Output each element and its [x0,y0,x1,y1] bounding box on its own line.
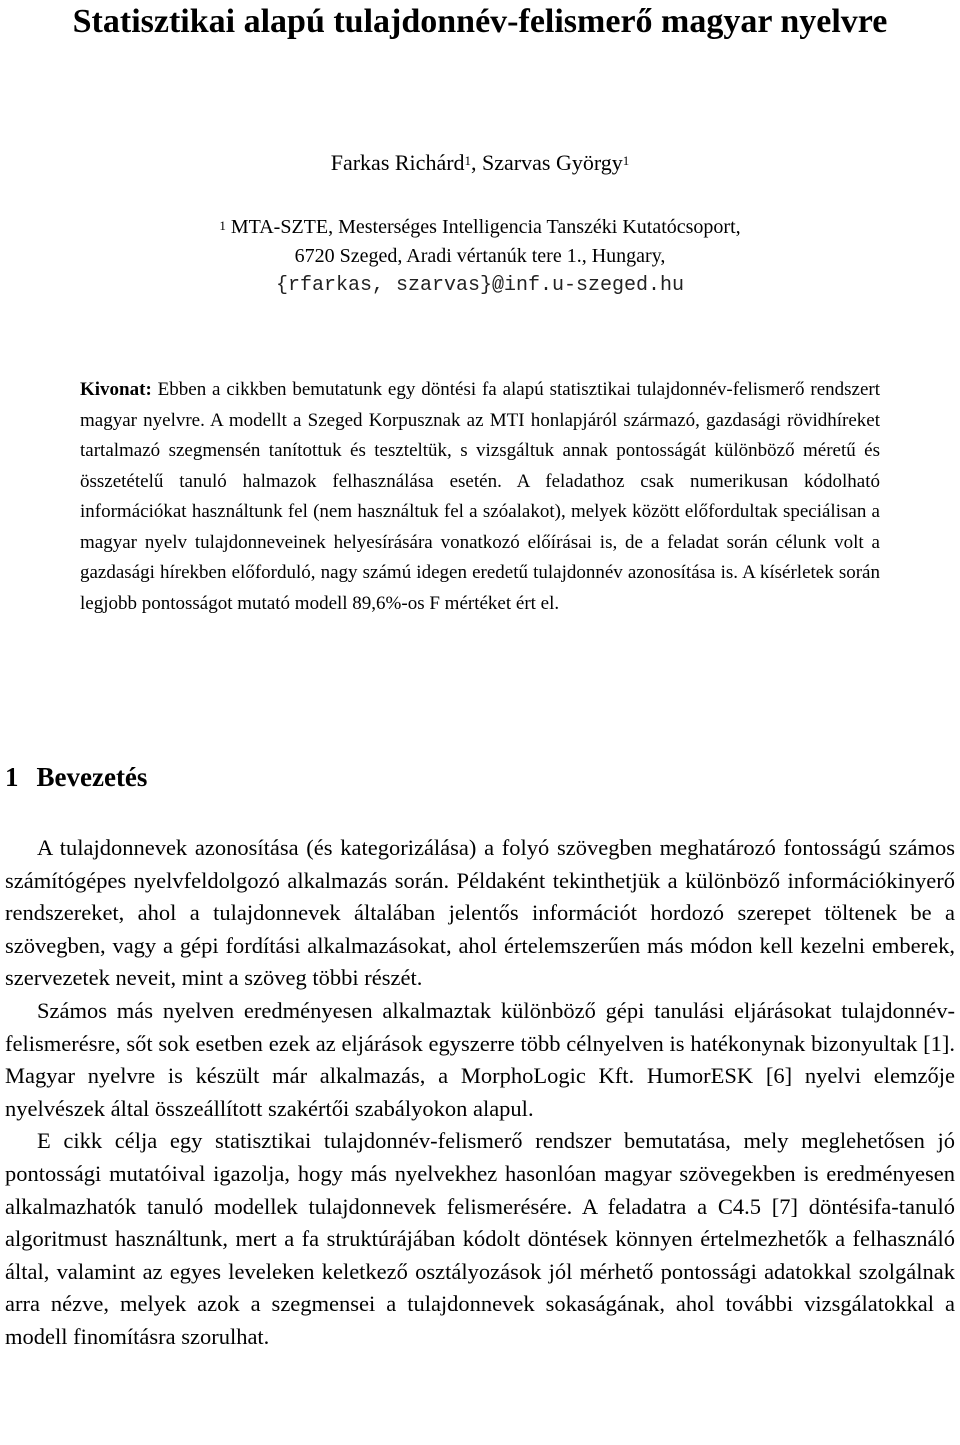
section-heading [5,758,147,796]
body-paragraph: A tulajdonnevek azonosítása (és kategorizálása) a folyó szövegben meghatározó fontosságú számos számítógépes nyelvfeldolgozó alkalmazás során. Példaként tekinthetjük a különböző információkinyerő rendszereket, ahol a tulajdonnevek általában jelentős információt hordozó szerepet töltenek be a szövegben, vagy a gépi fordítási alkalmazásokat, ahol értelemszerűen más módon kell kezelni emberek, szervezetek neveit, mint a szöveg többi részét. [5,835,955,991]
affiliation-block [0,213,960,300]
body-paragraph: E cikk célja egy statisztikai tulajdonnév-felismerő rendszer bemutatása, mely meglehetősen jó pontossági mutatóival igazolja, hogy más nyelvekhez hasonlóan magyar szövegekben is eredményesen alkalmazhatók tanuló modellek tulajdonnevek felismerésére. A feladatra a C4.5 [7] döntésifa-tanuló algoritmust használtunk, mert a fa struktúrájában kódolt döntések könnyen értelmezhetők a felhasználó által, valamint az egyes leveleken keletkező osztályozások jól mérhető pontossági adatokkal szolgálnak arra nézve, melyek azok a szegmensei a tulajdonnevek sokaságának, ahol további vizsgálatokkal a modell finomításra szorulhat. [5,1128,955,1349]
section-title: Bevezetés [36,762,148,792]
affiliation-line: $^1$ MTA-SZTE, Mesterséges Intelligencia Tanszéki Kutatócsoport, [219,216,741,238]
section-number: 1 [5,762,19,792]
affiliation-mark: 1 [219,218,226,233]
author-name: Farkas Richárd [330,150,465,175]
paper-title: Statisztikai alapú tulajdonnév-felismerő magyar nyelvre [72,3,888,40]
author-separator: , [471,150,483,175]
affiliation-address: 6720 Szeged, Aradi vértanúk tere 1., Hungary, [294,245,666,267]
author-affiliation-mark: 1 [464,153,472,168]
author-affiliation-mark: 1 [622,153,630,168]
author-line [0,148,960,178]
abstract [80,375,880,619]
author-name: Szarvas György [482,150,623,175]
abstract-text: Ebben a cikkben bemutatunk egy döntési fa alapú statisztikai tulajdonnév-felismerő rendszert magyar nyelvre. A modellt a Szeged Korpusznak az MTI honlapjáról származó, gazdasági rövidhíreket tartalmazó szegmensén tanítottuk és teszteltük, s vizsgáltuk annak pontosságát különböző méretű és összetételű tanuló halmazok felhasználása esetén. A feladathoz csak numerikusan kódolható információkat használtunk fel (nem használtuk fel a szóalakot), melyek között előfordultak speciálisan a magyar nyelv tulajdonneveinek helyesírására vonatkozó előírásai is, de a feladat során célunk volt a gazdasági hírekben előforduló, nagy számú idegen eredetű tulajdonnév azonosítása is. A kísérletek során legjobb pontosságot mutató modell 89,6%-os F mértéket ért el. [80,379,881,614]
abstract-label: Kivonat: [80,379,152,400]
body-paragraph: Számos más nyelven eredményesen alkalmaztak különböző gépi tanulási eljárásokat tulajdonnév-felismerésre, sőt sok esetben ezek az eljárások egyszerre több célnyelven is hatékonynak bizonyultak [1]. Magyar nyelvre is készült már alkalmazás, a MorphoLogic Kft. HumorESK [6] nyelvi elemzője nyelvészek által összeállított szakértői szabályokon alapul. [5,997,955,1121]
section-body [5,832,955,1354]
affiliation-email: {rfarkas, szarvas}@inf.u-szeged.hu [275,274,685,297]
